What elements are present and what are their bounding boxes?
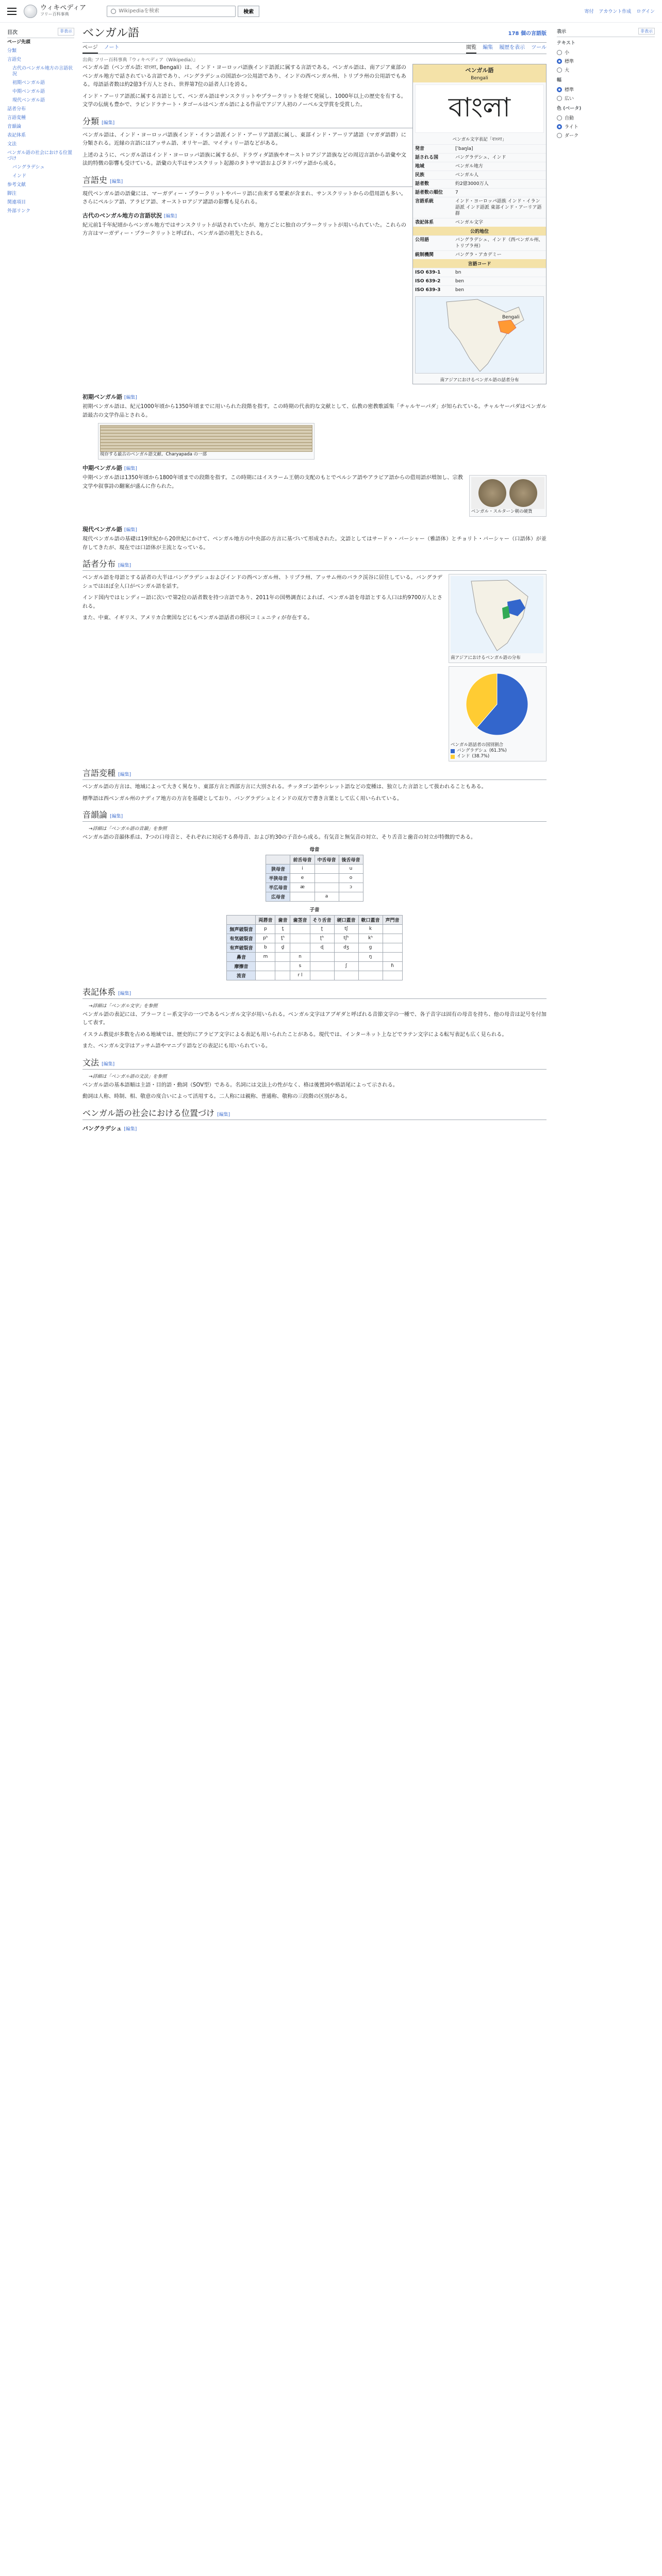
table-row-header: 有気破裂音 <box>227 934 256 943</box>
infobox-row <box>413 235 546 250</box>
toc-item[interactable]: 言語史 <box>7 57 22 62</box>
table-row <box>227 943 402 952</box>
grammar-paragraph: 動詞は人称、時制、相、敬意の度合いによって活用する。二人称には親称、普通称、敬称の三段階の区別がある。 <box>82 1094 351 1099</box>
toc-item[interactable]: ベンガル語の社会における位置づけ <box>7 150 73 161</box>
pie-chart-figure <box>449 666 547 761</box>
distribution-paragraph: ベンガル語を母語とする話者の大半はバングラデシュおよびインドの西ベンガル州、トリプラ州、アッサム州のバラク渓谷に居住している。バングラデシュではほぼ全人口がベンガル語を話す。 <box>82 575 442 589</box>
search-form <box>102 6 259 17</box>
toc-item[interactable]: 分類 <box>7 48 17 54</box>
radio-label: ダーク <box>565 133 579 139</box>
table-cell <box>290 924 310 934</box>
toc-item[interactable]: 参考文献 <box>7 182 26 188</box>
table-cell: ʈʰ <box>310 934 334 943</box>
table-row <box>266 864 363 873</box>
appearance-title: 表示 <box>557 29 567 35</box>
table-cell <box>383 971 402 980</box>
table-row <box>227 924 402 934</box>
distribution-map-figure <box>449 574 547 663</box>
table-cell: pʰ <box>256 934 275 943</box>
infobox-value: 7 <box>455 190 458 195</box>
toc-title: 目次 <box>7 30 18 36</box>
table-row-header: 半広母音 <box>266 883 290 892</box>
infobox-key: ISO 639-3 <box>415 287 441 293</box>
table-cell: æ <box>290 883 315 892</box>
infobox-title: ベンガル語 <box>413 64 546 76</box>
table-cell <box>310 952 334 961</box>
infobox-key: 話される国 <box>415 155 439 160</box>
table-cell <box>383 924 402 934</box>
coin-image <box>478 479 506 507</box>
toc-item[interactable]: ページ先頭 <box>7 40 30 45</box>
table-row <box>266 883 363 892</box>
table-cell <box>339 892 363 901</box>
tab-tools[interactable]: ツール <box>531 45 547 50</box>
table-cell <box>358 961 383 971</box>
section-classification-heading: 分類 [編集] <box>82 115 547 128</box>
edit-link[interactable]: [編集] <box>217 1112 230 1117</box>
table-header: 中舌母音 <box>315 855 339 864</box>
toc-item[interactable]: 古代のベンガル地方の言語状況 <box>12 66 73 77</box>
infobox-key: 話者数 <box>415 181 429 187</box>
table-cell: d̪ <box>275 943 290 952</box>
grammar-paragraph: ベンガル語の基本語順は主語・目的語・動詞（SOV型）である。名詞には文法上の性がなく、格は後置詞や格語尾によって示される。 <box>82 1082 398 1088</box>
table-cell <box>256 961 275 971</box>
radio-label: 自動 <box>565 116 574 121</box>
infobox-value: ベンガル文字 <box>455 220 484 225</box>
infobox-key: 公用語 <box>415 238 429 243</box>
toc-item[interactable]: 中期ベンガル語 <box>12 89 45 94</box>
radio-icon <box>557 96 562 101</box>
table-header: 前舌母音 <box>290 855 315 864</box>
toc-hide-button[interactable]: 非表示 <box>58 28 74 36</box>
table-row <box>227 971 402 980</box>
source-note: 出典: フリー百科事典『ウィキペディア（Wikipedia）』 <box>82 58 198 63</box>
edit-link[interactable]: [編集] <box>124 528 137 533</box>
radio-option[interactable] <box>557 85 655 94</box>
intro-paragraph-1: ベンガル語（ベンガル語: বাংলা, Bengali）は、インド・ヨーロッパ語族インド語派に属する言語である。ベンガル語は、南アジア東部のベンガル地方で話されている言語であり、バングラデシュの国語かつ公用語であり、インドの西ベンガル州、トリプラ州の公用語でもある。母語話者数は約2億3千万人とされ、世界第7位の話者人口を誇る。 <box>82 65 406 88</box>
phonology-hatnote: →詳細は「ベンガル語の音韻」を参照 <box>89 826 167 832</box>
edit-link[interactable]: [編集] <box>118 991 131 996</box>
table-cell: ɔ <box>339 883 363 892</box>
radio-icon <box>557 59 562 64</box>
table-cell <box>334 952 358 961</box>
infobox <box>412 64 547 384</box>
infobox-row <box>413 188 546 197</box>
table-cell <box>275 952 290 961</box>
infobox-row <box>413 250 546 259</box>
legend-value: (38.7%) <box>472 754 490 759</box>
text-size-label: テキスト <box>557 41 575 46</box>
infobox-row <box>413 277 546 285</box>
edit-link[interactable]: [編集] <box>110 814 123 819</box>
tab-read[interactable]: 閲覧 <box>466 43 476 54</box>
table-header: そり舌音 <box>310 915 334 924</box>
table-cell <box>275 961 290 971</box>
writing-paragraph: イスラム教徒が多数を占める地域では、歴史的にアラビア文字による表記も用いられたことがある。現代では、インターネット上などでラテン文字による転写表記も広く見られる。 <box>82 1031 507 1038</box>
infobox-status-heading: 公的地位 <box>413 227 546 235</box>
legend-value: (61.3%) <box>489 748 507 753</box>
page-tabs <box>82 43 547 54</box>
radio-icon <box>557 87 562 92</box>
table-header <box>266 855 290 864</box>
subsection-early-heading: 初期ベンガル語 [編集] <box>82 394 137 400</box>
table-cell: ɦ <box>383 961 402 971</box>
toc-sidebar <box>7 26 74 216</box>
table-header: 後舌母音 <box>339 855 363 864</box>
table-row-header: 狭母音 <box>266 864 290 873</box>
distribution-paragraph: また、中東、イギリス、アメリカ合衆国などにもベンガル語話者の移民コミュニティが存在する。 <box>82 615 313 621</box>
radio-label: 標準 <box>565 59 574 64</box>
legend-label: インド <box>457 754 470 759</box>
toc-item[interactable]: 表記体系 <box>7 133 26 138</box>
table-cell: n <box>290 952 310 961</box>
search-input[interactable] <box>107 6 236 17</box>
radio-option[interactable] <box>557 122 655 131</box>
infobox-key: 表記体系 <box>415 220 434 225</box>
table-cell: i <box>290 864 315 873</box>
table-row-header: 有声破裂音 <box>227 943 256 952</box>
infobox-row <box>413 268 546 277</box>
edit-link[interactable]: [編集] <box>110 179 123 184</box>
table-header: 歯音 <box>275 915 290 924</box>
table-cell: kʰ <box>358 934 383 943</box>
table-cell: k <box>358 924 383 934</box>
table-cell: ɖ <box>310 943 334 952</box>
vowel-table <box>266 855 363 902</box>
grammar-hatnote: →詳細は「ベンガル語の文法」を参照 <box>89 1074 167 1079</box>
classification-paragraph: 上述のように、ベンガル語はインド・ヨーロッパ語族に属するが、ドラヴィダ語族やオーストロアジア語族などの周辺言語から語彙や文法的特徴の影響も受けている。語彙の大半はサンスクリット起源のタトサマ語およびタドバヴァ語から成る。 <box>82 152 406 166</box>
toc-item[interactable]: 関連項目 <box>7 200 26 205</box>
infobox-key: 発音 <box>415 146 425 151</box>
table-cell <box>383 943 402 952</box>
table-cell <box>315 864 339 873</box>
table-row <box>227 961 402 971</box>
table-cell: b <box>256 943 275 952</box>
language-button[interactable]: 178 個の言語版 <box>508 31 547 37</box>
wikipedia-logo[interactable] <box>24 5 86 18</box>
radio-icon <box>557 115 562 121</box>
radio-option[interactable] <box>557 113 655 122</box>
infobox-value: bn <box>455 270 461 275</box>
table-cell <box>290 943 310 952</box>
modern-paragraph: 現代ベンガル語の基礎は19世紀から20世紀にかけて、ベンガル地方の中央部の方言に基づいて形成された。文語としてはサードゥ・バーシャー（雅語体）とチョリト・バーシャー（口語体）が並存してきたが、現在では口語体が主流となっている。 <box>82 536 547 551</box>
phonology-paragraph: ベンガル語の音韻体系は、7つの口母音と、それぞれに対応する鼻母音、および約30の子音から成る。有気音と無気音の対立、そり舌音と歯音の対立が特徴的である。 <box>82 835 476 840</box>
tab-history[interactable]: 履歴を表示 <box>499 45 525 50</box>
table-cell: ʈ <box>310 924 334 934</box>
vowel-table-caption: 母音 <box>309 846 320 853</box>
section-distribution-heading: 話者分布 [編集] <box>82 557 547 571</box>
user-links <box>585 8 655 14</box>
tab-edit[interactable]: 編集 <box>483 45 493 50</box>
charyapada-figure <box>98 423 315 460</box>
table-row <box>227 934 402 943</box>
edit-link[interactable]: [編集] <box>102 1061 115 1067</box>
table-row-header: 無声破裂音 <box>227 924 256 934</box>
manuscript-image <box>100 425 312 452</box>
infobox-subtitle: Bengali <box>413 76 546 82</box>
tab-talk[interactable]: ノート <box>104 45 120 50</box>
table-row <box>266 892 363 901</box>
table-cell <box>310 971 334 980</box>
infobox-code-heading: 言語コード <box>413 259 546 268</box>
legend-swatch <box>451 749 455 753</box>
infobox-value: 約2億3000万人 <box>455 181 489 187</box>
infobox-map-caption: 南アジアにおけるベンガル語の話者分布 <box>440 378 519 383</box>
middle-paragraph: 中期ベンガル語は1350年頃から1800年頃までの段階を指す。この時期にはイスラーム王朝の支配のもとでペルシア語やアラビア語からの借用語が増加し、宗教文学や叙事詩の翻案が盛んに作られた。 <box>82 475 463 489</box>
table-row <box>266 873 363 883</box>
infobox-row <box>413 197 546 218</box>
table-cell: ʃ <box>334 961 358 971</box>
coin-figure <box>469 475 547 517</box>
table-cell: s <box>290 961 310 971</box>
radio-icon <box>557 50 562 55</box>
variants-paragraph: ベンガル語の方言は、地域によって大きく異なり、東部方言と西部方言に大別される。チッタゴン語やシレット語などの変種は、独立した言語として扱われることもある。 <box>82 784 487 790</box>
history-intro-paragraph: 現代ベンガル語の語彙には、マーガディー・プラークリットやパーリ語に由来する要素が含まれ、サンスクリットからの借用語も多い。さらにペルシア語、アラビア語、オーストロアジア諸語の影響も見られる。 <box>82 191 406 205</box>
pie-legend-item <box>451 748 544 754</box>
writing-hatnote: →詳細は「ベンガル文字」を参照 <box>89 1003 158 1009</box>
pie-legend-item <box>451 754 544 759</box>
radio-option[interactable] <box>557 131 655 140</box>
coin-caption: ベンガル・スルターン朝の硬貨 <box>471 509 533 514</box>
infobox-value: ben <box>455 279 464 284</box>
table-cell: u <box>339 864 363 873</box>
table-header: 声門音 <box>383 915 402 924</box>
infobox-value: [ˈbaŋla] <box>455 146 473 151</box>
table-cell: a <box>315 892 339 901</box>
distribution-map-caption: 南アジアにおけるベンガル語の分布 <box>451 655 521 660</box>
subsection-modern-heading: 現代ベンガル語 [編集] <box>82 526 137 533</box>
radio-icon <box>557 133 562 138</box>
table-row-header: 鼻音 <box>227 952 256 961</box>
distribution-map <box>451 576 543 653</box>
legend-label: バングラデシュ <box>457 748 487 753</box>
infobox-row <box>413 285 546 294</box>
early-paragraph: 初期ベンガル語は、紀元1000年頃から1350年頃までに用いられた段階を指す。この時期の代表的な文献として、仏教の密教歌謡集「チャルヤーパダ」が知られている。チャルヤーパダはベンガル語最古の文学作品とされる。 <box>82 404 547 418</box>
table-cell: r l <box>290 971 310 980</box>
appearance-panel <box>557 26 655 140</box>
radio-option[interactable] <box>557 65 655 74</box>
map-label: Bengali <box>502 315 520 320</box>
table-cell: ɡ <box>358 943 383 952</box>
section-phonology-heading: 音韻論 [編集] <box>82 808 547 822</box>
infobox-key: 言語系統 <box>415 199 434 204</box>
infobox-value: ベンガル地方 <box>455 164 484 169</box>
infobox-row <box>413 144 546 153</box>
variants-paragraph: 標準語は西ベンガル州のナディア地方の方言を基礎としており、バングラデシュとインドの双方で書き言葉として広く用いられている。 <box>82 795 403 802</box>
table-cell: o <box>339 873 363 883</box>
distribution-paragraph: インド国内ではヒンディー語に次いで第2位の話者数を持つ言語であり、2011年の国勢調査によれば、ベンガル語を母語とする人口は約9700万人とされる。 <box>82 595 442 609</box>
infobox-script-caption: ベンガル文字表記「বাংলা」 <box>452 137 507 142</box>
table-cell <box>290 934 310 943</box>
infobox-map <box>415 296 544 374</box>
edit-link[interactable]: [編集] <box>102 120 115 126</box>
table-row-header: 半狭母音 <box>266 873 290 883</box>
site-header <box>0 0 662 23</box>
toc-item[interactable]: インド <box>12 174 27 179</box>
classification-paragraph: ベンガル語は、インド・ヨーロッパ語族インド・イラン語派インド・アーリア語派に属し、東部インド・アーリア諸語（マガダ語群）に分類される。近縁の言語にはアッサム語、オリヤー語、マイティリー語などがある。 <box>82 132 406 146</box>
table-cell: e <box>290 873 315 883</box>
subsection-middle-heading: 中期ベンガル語 [編集] <box>82 465 137 471</box>
toc-item[interactable]: 初期ベンガル語 <box>12 80 45 86</box>
edit-link[interactable]: [編集] <box>118 563 131 568</box>
edit-link[interactable]: [編集] <box>118 772 131 777</box>
color-label: 色 (ベータ) <box>557 106 582 111</box>
table-cell: tʃ <box>334 924 358 934</box>
infobox-key: ISO 639-2 <box>415 279 441 284</box>
infobox-value: インド・ヨーロッパ語族 インド・イラン語派 インド語派 東部インド・アーリア語群 <box>455 199 542 216</box>
table-cell: m <box>256 952 275 961</box>
table-header: 歯茎音 <box>290 915 310 924</box>
infobox-value: ben <box>455 287 464 293</box>
section-society-heading: ベンガル語の社会における位置づけ [編集] <box>82 1107 547 1120</box>
radio-label: ライト <box>565 125 578 130</box>
radio-label: 小 <box>565 50 570 56</box>
infobox-row <box>413 179 546 188</box>
table-cell: t̪ʰ <box>275 934 290 943</box>
logo-subtitle: フリー百科事典 <box>40 11 69 16</box>
width-label: 幅 <box>557 78 562 83</box>
toc-item[interactable]: 文法 <box>7 142 17 147</box>
appearance-hide-button[interactable]: 非表示 <box>638 28 655 35</box>
donate-link[interactable]: 寄付 <box>584 9 594 14</box>
radio-icon <box>557 124 562 129</box>
radio-option[interactable] <box>557 57 655 65</box>
charyapada-caption: 現存する最古のベンガル語文献、Charyapada の一部 <box>100 452 207 457</box>
table-cell <box>383 952 402 961</box>
infobox-value: ベンガル人 <box>455 173 479 178</box>
edit-link[interactable]: [編集] <box>163 213 177 219</box>
table-header: 軟口蓋音 <box>358 915 383 924</box>
table-cell <box>275 971 290 980</box>
table-cell <box>315 873 339 883</box>
toc-item[interactable]: 現代ベンガル語 <box>12 98 45 103</box>
infobox-script-image: বাংলা <box>415 84 544 133</box>
edit-link[interactable]: [編集] <box>124 466 137 471</box>
search-icon <box>111 9 116 14</box>
consonant-table-caption: 子音 <box>309 907 320 913</box>
menu-icon[interactable] <box>7 8 16 15</box>
pie-chart-caption: ベンガル語話者の国別割合 <box>451 742 504 748</box>
infobox-key: 地域 <box>415 164 425 169</box>
intro-paragraph-2: インド・アーリア語派に属する言語として、ベンガル語はサンスクリットやプラークリットを経て発展し、1000年以上の歴史を有する。文学の伝統も豊かで、ラビンドラナート・タゴールはベンガル語による作品でアジア人初のノーベル文学賞を受賞した。 <box>82 93 406 108</box>
section-variants-heading: 言語変種 [編集] <box>82 767 547 780</box>
table-row-header: 流音 <box>227 971 256 980</box>
toc-item[interactable]: 話者分布 <box>7 107 26 112</box>
toc-item[interactable]: バングラデシュ <box>12 165 45 170</box>
logo-title: ウィキペディア <box>40 4 87 12</box>
infobox-key: ISO 639-1 <box>415 270 441 275</box>
coin-image <box>509 479 537 507</box>
table-row <box>227 952 402 961</box>
table-row-header: 摩擦音 <box>227 961 256 971</box>
writing-paragraph: ベンガル語の表記には、ブラーフミー系文字の一つであるベンガル文字が用いられる。ベンガル文字はアブギダと呼ばれる音節文字の一種で、各子音字は固有の母音を持ち、他の母音は記号を付加して表す。 <box>82 1011 547 1026</box>
table-cell <box>358 971 383 980</box>
subsection-ancient-heading: 古代のベンガル地方の言語状況 [編集] <box>82 212 177 219</box>
table-cell: dʒ <box>334 943 358 952</box>
create-account-link[interactable]: アカウント作成 <box>599 9 632 14</box>
subsection-bangladesh-heading: バングラデシュ [編集] <box>82 1125 137 1132</box>
radio-option[interactable] <box>557 48 655 57</box>
infobox-row <box>413 218 546 227</box>
table-header: 両唇音 <box>256 915 275 924</box>
section-history-heading: 言語史 [編集] <box>82 174 547 187</box>
table-header <box>227 915 256 924</box>
infobox-key: 話者数の順位 <box>415 190 443 195</box>
table-header: 硬口蓋音 <box>334 915 358 924</box>
section-writing-heading: 表記体系 [編集] <box>82 986 547 999</box>
speakers-pie-chart <box>451 668 543 740</box>
table-cell <box>310 961 334 971</box>
ancient-paragraph: 紀元前1千年紀頃からベンガル地方ではサンスクリットが話されていたが、地方ごとに独自のプラークリットが用いられていた。これらの方言はマーガディー・プラークリットと呼ばれ、ベンガル語の祖先とされる。 <box>82 222 406 236</box>
search-button[interactable]: 検索 <box>238 6 259 17</box>
section-grammar-heading: 文法 [編集] <box>82 1056 547 1070</box>
infobox-key: 民族 <box>415 173 425 178</box>
radio-label: 標準 <box>565 88 574 93</box>
table-cell <box>334 971 358 980</box>
login-link[interactable]: ログイン <box>636 9 655 14</box>
table-cell: p <box>256 924 275 934</box>
infobox-key: 統制機関 <box>415 252 434 258</box>
globe-icon <box>24 5 37 18</box>
radio-icon <box>557 67 562 73</box>
edit-link[interactable]: [編集] <box>124 395 137 400</box>
consonant-table <box>226 915 402 980</box>
table-row-header: 広母音 <box>266 892 290 901</box>
page-title: ベンガル語 <box>82 26 547 43</box>
legend-swatch <box>451 755 455 759</box>
infobox-value: バングラ・アカデミー <box>455 252 502 258</box>
toc-item[interactable]: 音韻論 <box>7 124 22 129</box>
infobox-value: バングラデシュ、インド（西ベンガル州、トリプラ州） <box>455 238 543 249</box>
table-cell <box>315 883 339 892</box>
table-cell <box>256 971 275 980</box>
infobox-row <box>413 171 546 179</box>
table-cell: t̪ <box>275 924 290 934</box>
infobox-row <box>413 162 546 171</box>
toc-item[interactable]: 脚注 <box>7 191 17 196</box>
tab-page[interactable]: ページ <box>82 43 98 54</box>
table-cell <box>383 934 402 943</box>
infobox-value: バングラデシュ、インド <box>455 155 506 160</box>
radio-option[interactable] <box>557 94 655 103</box>
edit-link[interactable]: [編集] <box>124 1126 137 1132</box>
infobox-row <box>413 153 546 162</box>
radio-label: 広い <box>565 96 574 101</box>
toc-item[interactable]: 言語変種 <box>7 115 26 121</box>
table-cell: ŋ <box>358 952 383 961</box>
writing-paragraph: また、ベンガル文字はアッサム語やマニプリ語などの表記にも用いられている。 <box>82 1043 271 1049</box>
article-content <box>82 26 547 1134</box>
toc-item[interactable]: 外部リンク <box>7 209 30 214</box>
radio-label: 大 <box>565 68 570 73</box>
table-cell: tʃʰ <box>334 934 358 943</box>
table-cell <box>290 892 315 901</box>
